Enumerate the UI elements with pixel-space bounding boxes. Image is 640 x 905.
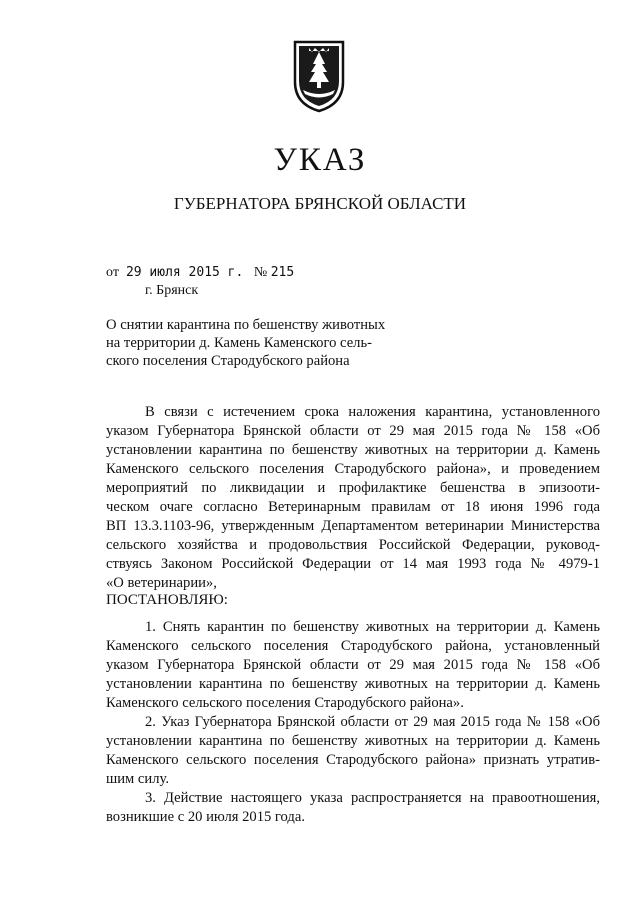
preamble-line: ВП 13.3.1103-96, утвержденным Департаментом ветеринарии Министерства <box>106 518 600 534</box>
date-number-line <box>106 264 294 282</box>
preamble-line: указом Губернатора Брянской области от 29 мая 2015 года № 158 «Об <box>106 423 600 439</box>
preamble-line: В связи с истечением срока наложения карантина, установленного <box>145 404 600 420</box>
preamble-line: установлении карантина по бешенству животных на территории д. Камень <box>106 442 600 458</box>
document-title: УКАЗ <box>273 142 367 178</box>
decree-item-line: шим силу. <box>106 771 169 787</box>
document-number: 215 <box>270 265 295 280</box>
decree-item-line: 2. Указ Губернатора Брянской области от 29 мая 2015 года № 158 «Об <box>145 714 600 730</box>
preamble-line: ческом очаге согласно Ветеринарным правилам от 18 июня 1996 года <box>106 499 600 515</box>
subject-line: ского поселения Стародубского района <box>106 353 350 369</box>
subject-line: О снятии карантина по бешенству животных <box>106 317 386 333</box>
coat-of-arms-emblem <box>289 38 349 114</box>
document-subtitle: ГУБЕРНАТОРА БРЯНСКОЙ ОБЛАСТИ <box>173 194 467 213</box>
date-prefix: от <box>106 265 119 280</box>
document-city: г. Брянск <box>145 283 199 298</box>
decree-word: ПОСТАНОВЛЯЮ: <box>106 592 228 608</box>
preamble-line: «О ветеринарии», <box>106 575 217 591</box>
preamble-line: мероприятий по ликвидации и профилактике бешенства в эпизооти- <box>106 480 600 496</box>
decree-item-line: установлении карантина по бешенству животных на территории д. Камень <box>106 676 600 692</box>
decree-item-line: 1. Снять карантин по бешенству животных на территории д. Камень <box>145 619 600 635</box>
decree-item-line: Каменского сельского поселения Стародубского района». <box>106 695 464 711</box>
preamble-line: Каменского сельского поселения Стародубского района», и проведением <box>106 461 600 477</box>
decree-item-line: 3. Действие настоящего указа распространяется на правоотношения, <box>145 790 600 806</box>
decree-item-line: указом Губернатора Брянской области от 29 мая 2015 года № 158 «Об <box>106 657 600 673</box>
number-sign: № <box>253 265 268 280</box>
preamble-line: ствуясь Законом Российской Федерации от 14 мая 1993 года № 4979-1 <box>106 556 600 572</box>
decree-item-line: установлении карантина по бешенству животных на территории д. Камень <box>106 733 600 749</box>
document-date: 29 июля 2015 г. <box>125 265 244 280</box>
decree-item-line: Каменского сельского поселения Стародубского района» признать утратив- <box>106 752 600 768</box>
preamble-line: сельского хозяйства и продовольствия Российской Федерации, руковод- <box>106 537 600 553</box>
decree-item-line: возникшие с 20 июля 2015 года. <box>106 809 305 825</box>
decree-item-line: Каменского сельского поселения Стародубского района, установленный <box>106 638 600 654</box>
subject-line: на территории д. Камень Каменского сель- <box>106 335 372 351</box>
